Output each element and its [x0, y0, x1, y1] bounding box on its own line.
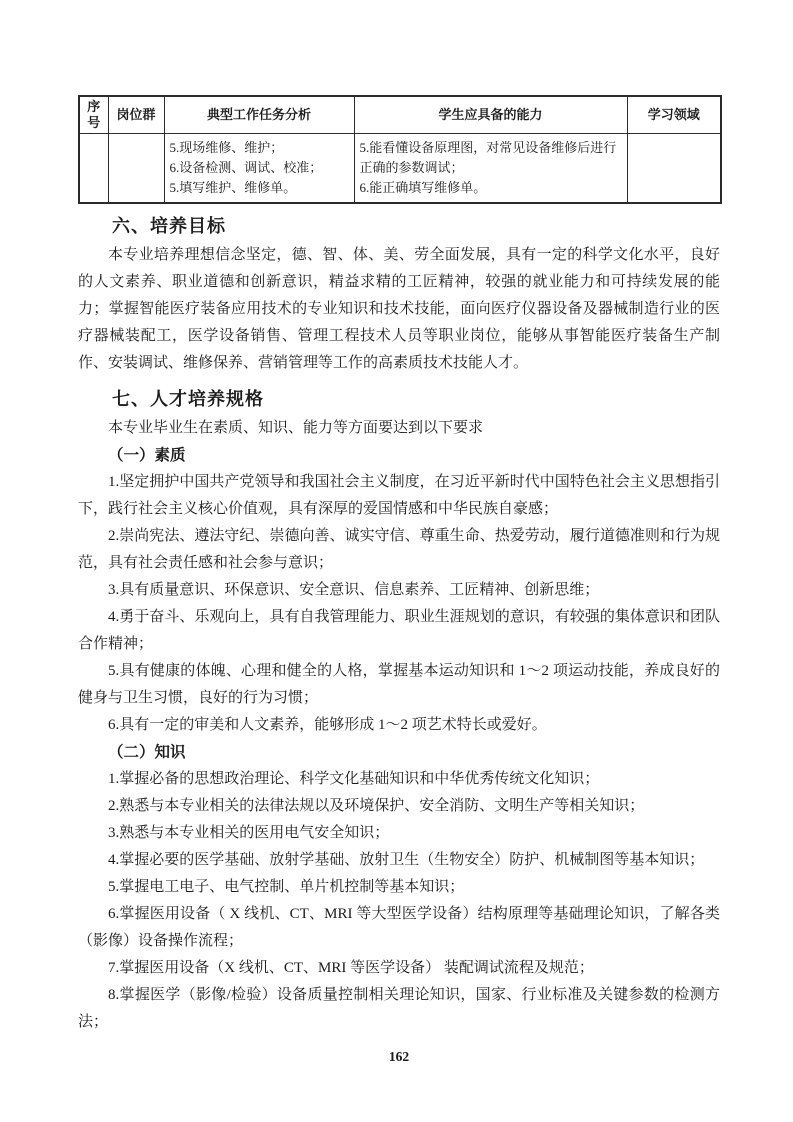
task-line: 5.现场维修、维护；: [169, 140, 284, 155]
ability-line: 5.能看懂设备原理图，对常见设备维修后进行正确的参数调试；: [359, 140, 617, 175]
table-header-abilities: 学生应具备的能力: [354, 96, 627, 134]
table-header-task-analysis: 典型工作任务分析: [164, 96, 354, 134]
knowledge-item: 3.熟悉与本专业相关的医用电气安全知识；: [108, 825, 390, 841]
table-header-row: [79, 96, 721, 134]
cell-tasks: [164, 134, 354, 204]
talent-specs-intro: 本专业毕业生在素质、知识、能力等方面要达到以下要求: [108, 420, 484, 436]
section-heading-training-objectives: 六、培养目标: [112, 216, 226, 236]
knowledge-item: 6.掌握医用设备（ X 线机、CT、MRI 等大型医学设备）结构原理等基础理论知识，了解各类（影像）设备操作流程；: [78, 906, 720, 949]
work-task-table: [78, 95, 722, 204]
knowledge-item: 8.掌握医学（影像/检验）设备质量控制相关理论知识，国家、行业标准及关键参数的检测方法；: [78, 987, 720, 1030]
quality-item: 2.崇尚宪法、遵法守纪、崇德向善、诚实守信、尊重生命、热爱劳动，履行道德准则和行为规范，具有社会责任感和社会参与意识；: [78, 528, 720, 571]
knowledge-item: 2.熟悉与本专业相关的法律法规以及环境保护、安全消防、文明生产等相关知识；: [108, 798, 645, 814]
table-header-post-group: 岗位群: [108, 96, 164, 134]
knowledge-item: 7.掌握医用设备（X 线机、CT、MRI 等医学设备） 装配调试流程及规范；: [108, 960, 594, 976]
page-number: 162: [388, 1049, 410, 1064]
subsection-heading-knowledge: （二）知识: [108, 744, 186, 761]
quality-item: 5.具有健康的体魄、心理和健全的人格，掌握基本运动知识和 1～2 项运动技能，养成良好的健身与卫生习惯，良好的行为习惯；: [78, 663, 720, 706]
cell-post-group: [108, 134, 164, 204]
table-row: [79, 134, 721, 204]
ability-line: 6.能正确填写维修单。: [359, 180, 487, 195]
subsection-heading-quality: （一）素质: [108, 447, 186, 464]
knowledge-item: 1.掌握必备的思想政治理论、科学文化基础知识和中华优秀传统文化知识；: [108, 771, 600, 787]
knowledge-item: 5.掌握电工电子、电气控制、单片机控制等基本知识；: [108, 879, 465, 895]
quality-item: 1.坚定拥护中国共产党领导和我国社会主义制度，在习近平新时代中国特色社会主义思想指引下，践行社会主义核心价值观，具有深厚的爱国情感和中华民族自豪感；: [78, 474, 720, 517]
quality-item: 4.勇于奋斗、乐观向上，具有自我管理能力、职业生涯规划的意识，有较强的集体意识和团队合作精神；: [78, 609, 720, 652]
section-heading-talent-specs: 七、人才培养规格: [112, 389, 264, 409]
cell-abilities: [354, 134, 627, 204]
training-objectives-paragraph: 本专业培养理想信念坚定，德、智、体、美、劳全面发展，具有一定的科学文化水平，良好的人文素养、职业道德和创新意识，精益求精的工匠精神，较强的就业能力和可持续发展的能力；掌握智能医疗装备应用技术的专业知识和技术技能，面向医疗仪器设备及器械制造行业的医疗器械装配工，医学设备销售、管理工程技术人员等职业岗位，能够从事智能医疗装备生产制作、安装调试、维修保养、营销管理等工作的高素质技术技能人才。: [78, 247, 720, 371]
quality-item: 3.具有质量意识、环保意识、安全意识、信息素养、工匠精神、创新思维；: [108, 582, 600, 598]
cell-learning-area: [627, 134, 721, 204]
quality-item: 6.具有一定的审美和人文素养，能够形成 1～2 项艺术特长或爱好。: [108, 717, 547, 733]
task-line: 6.设备检测、调试、校准；: [169, 160, 323, 175]
table-header-seq: 序号: [79, 96, 108, 134]
table-header-learning-area: 学习领域: [627, 96, 721, 134]
task-line: 5.填写维护、维修单。: [169, 180, 297, 195]
cell-seq: [79, 134, 108, 204]
knowledge-item: 4.掌握必要的医学基础、放射学基础、放射卫生（生物安全）防护、机械制图等基本知识；: [108, 852, 705, 868]
